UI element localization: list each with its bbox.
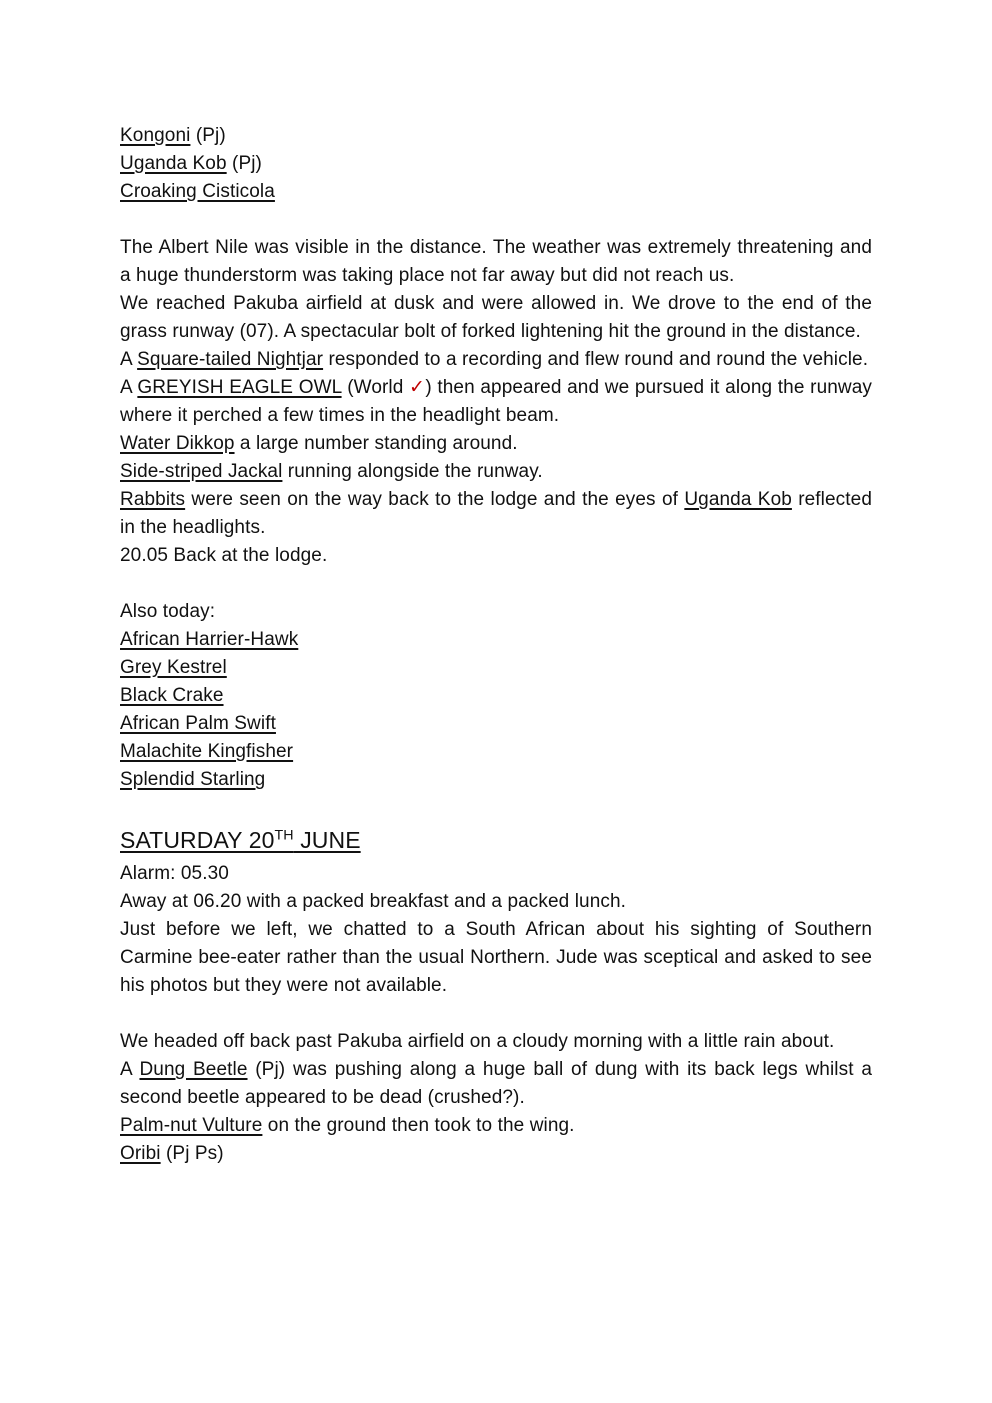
text-segment: (World (341, 377, 410, 398)
text-segment: Also today: (120, 601, 216, 622)
text-segment: SATURDAY 20 (120, 827, 275, 853)
underlined-term: Water Dikkop (120, 433, 235, 454)
text-segment: (Pj) (190, 125, 226, 146)
text-line (120, 626, 872, 654)
paragraph (120, 374, 872, 430)
text-segment: A (120, 349, 138, 370)
text-line (120, 542, 872, 570)
underlined-term: Splendid Starling (120, 769, 266, 790)
text-line (120, 738, 872, 766)
blank-line (120, 570, 872, 598)
underlined-term: Malachite Kingfisher (120, 741, 294, 762)
paragraph (120, 1028, 872, 1056)
underlined-term: Kongoni (120, 125, 191, 146)
paragraph (120, 486, 872, 542)
text-line (120, 598, 872, 626)
heading-text (120, 827, 361, 853)
blank-line (120, 206, 872, 234)
text-segment: A (120, 1059, 140, 1080)
underlined-term: African Palm Swift (120, 713, 276, 734)
text-segment: a large number standing around. (234, 433, 518, 454)
underlined-term: Oribi (120, 1143, 161, 1164)
text-line (120, 860, 872, 888)
paragraph (120, 290, 872, 346)
text-segment: Just before we left, we chatted to a South African about his sighting of Southern Carmine bee-eater rather than the usual Northern. Jude was sceptical and asked to see his photos but they were not available. (120, 919, 872, 996)
underlined-term: GREYISH EAGLE OWL (137, 377, 342, 398)
text-segment: A (120, 377, 138, 398)
text-line (120, 430, 872, 458)
text-segment: 20.05 Back at the lodge. (120, 545, 328, 566)
text-line (120, 1140, 872, 1168)
text-segment: We reached Pakuba airfield at dusk and were allowed in. We drove to the end of the grass runway (07). A spectacular bolt of forked lightening hit the ground in the distance. (120, 293, 872, 342)
underlined-term: Rabbits (120, 489, 186, 510)
text-line (120, 458, 872, 486)
blank-line (120, 1000, 872, 1028)
text-segment: running alongside the runway. (282, 461, 543, 482)
paragraph (120, 1056, 872, 1112)
text-line (120, 150, 872, 178)
paragraph (120, 346, 872, 374)
text-line (120, 888, 872, 916)
text-segment: were seen on the way back to the lodge and the eyes of (185, 489, 685, 510)
text-line (120, 766, 872, 794)
text-segment: TH (274, 827, 294, 844)
text-segment: (Pj) was pushing along a huge ball of dung with its back legs whilst a second beetle appeared to be dead (crushed?). (120, 1059, 872, 1108)
underlined-term: Croaking Cisticola (120, 181, 275, 202)
check-icon: ✓ (409, 377, 426, 398)
text-segment: We headed off back past Pakuba airfield on a cloudy morning with a little rain about. (120, 1031, 835, 1052)
text-segment: JUNE (293, 827, 361, 853)
underlined-term: Black Crake (120, 685, 224, 706)
text-segment: reflected in the headlights. (120, 489, 872, 538)
paragraph (120, 916, 872, 1000)
underlined-term: African Harrier-Hawk (120, 629, 299, 650)
text-line (120, 654, 872, 682)
text-segment: ) then appeared and we pursued it along the runway where it perched a few times in the headlight beam. (120, 377, 872, 426)
text-line (120, 178, 872, 206)
text-line (120, 1112, 872, 1140)
underlined-term: Uganda Kob (120, 153, 227, 174)
underlined-term: Palm-nut Vulture (120, 1115, 263, 1136)
text-segment: on the ground then took to the wing. (262, 1115, 575, 1136)
text-line (120, 122, 872, 150)
text-segment: Alarm: 05.30 (120, 863, 229, 884)
underlined-term: Uganda Kob (684, 489, 792, 510)
blank-line (120, 794, 872, 822)
text-segment: responded to a recording and flew round and round the vehicle. (323, 349, 869, 370)
underlined-term: Grey Kestrel (120, 657, 227, 678)
underlined-term: Square-tailed Nightjar (137, 349, 324, 370)
underlined-term: Dung Beetle (139, 1059, 248, 1080)
text-line (120, 710, 872, 738)
paragraph (120, 234, 872, 290)
text-line (120, 682, 872, 710)
text-segment: The Albert Nile was visible in the distance. The weather was extremely threatening and a huge thunderstorm was taking place not far away but did not reach us. (120, 237, 872, 286)
document-content (120, 122, 872, 1168)
text-segment: (Pj Ps) (160, 1143, 224, 1164)
section-heading (120, 822, 872, 858)
underlined-term: Side-striped Jackal (120, 461, 283, 482)
text-segment: (Pj) (226, 153, 262, 174)
text-segment: Away at 06.20 with a packed breakfast and a packed lunch. (120, 891, 627, 912)
